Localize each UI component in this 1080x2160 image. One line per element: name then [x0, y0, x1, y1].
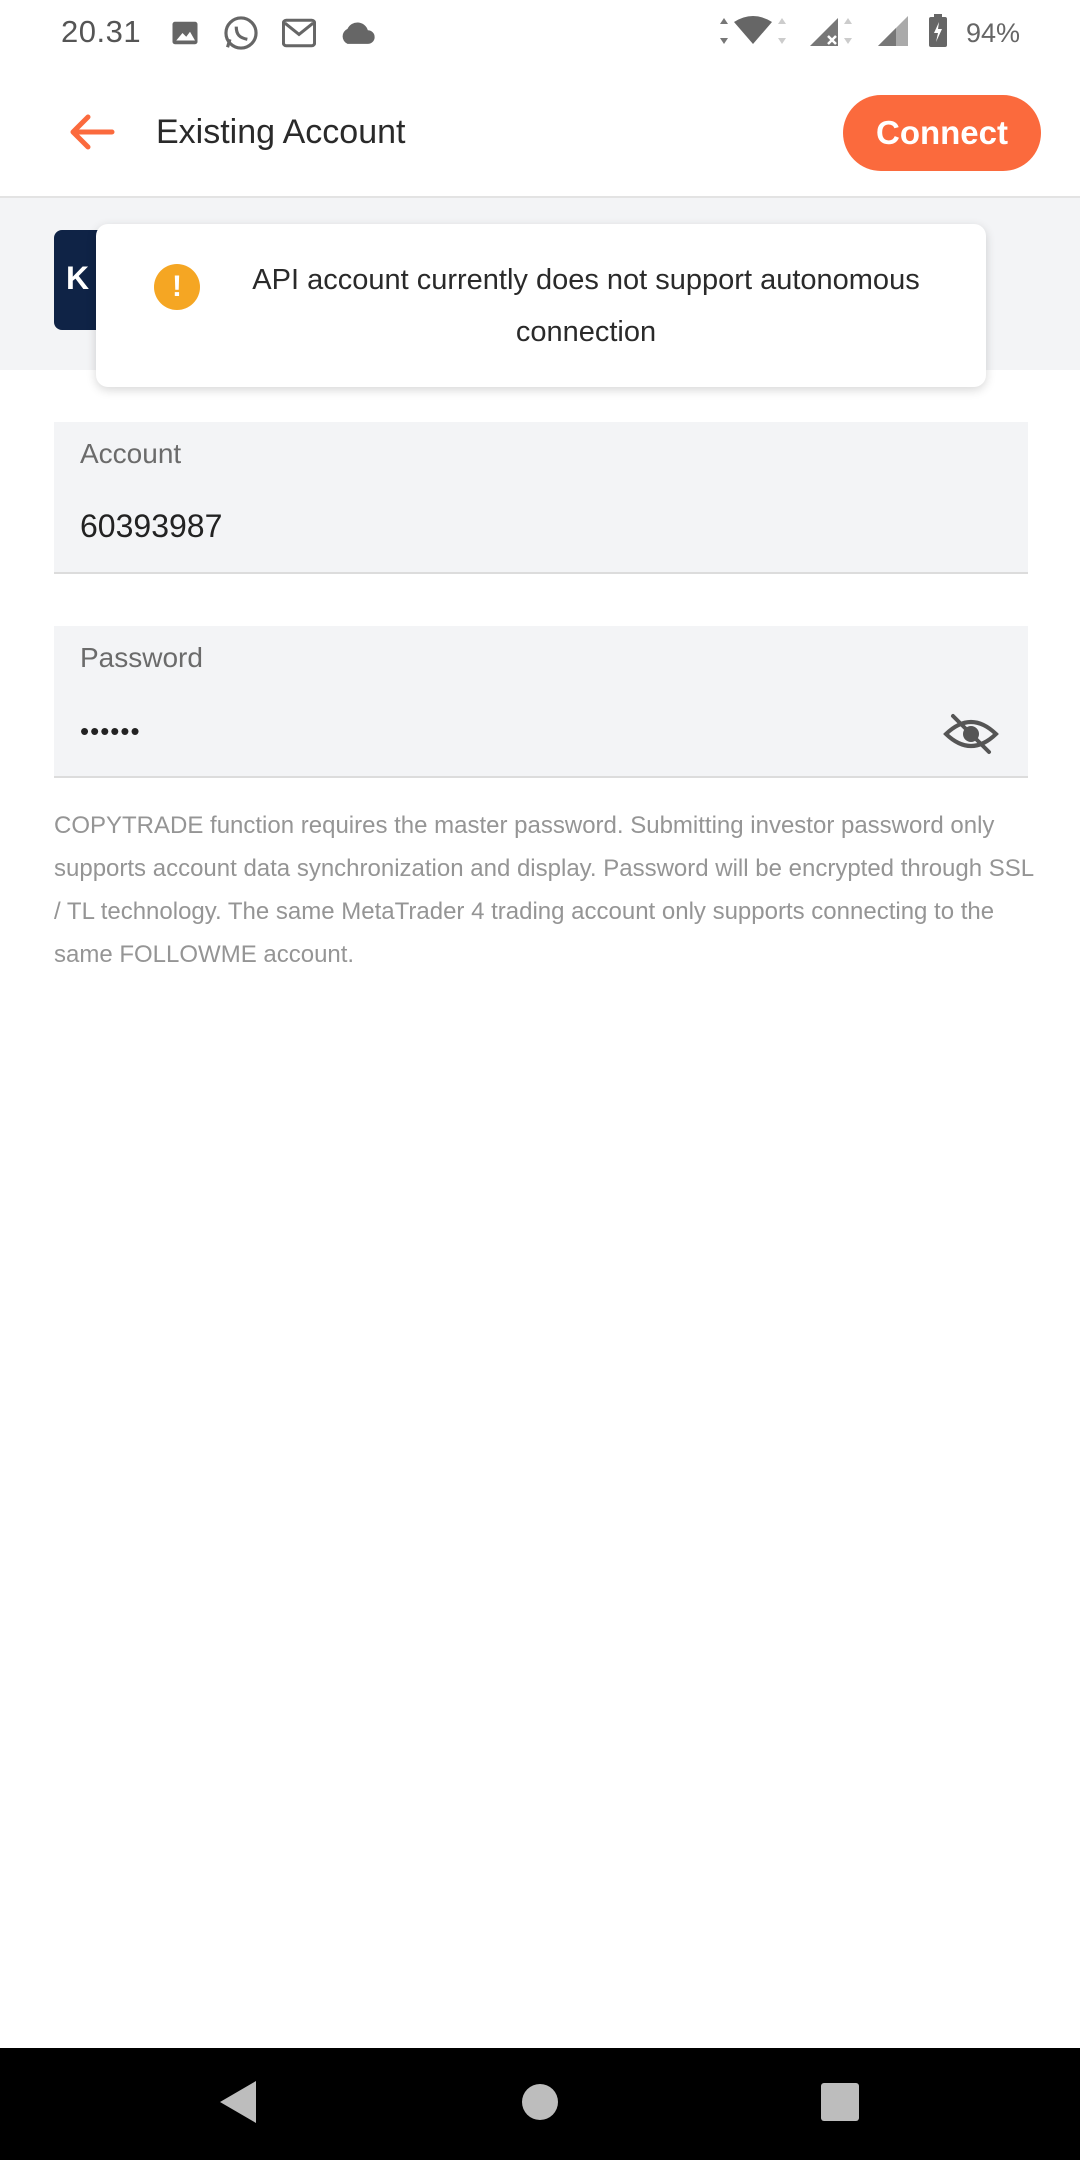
page-title: Existing Account: [156, 113, 406, 151]
cloud-icon: [338, 19, 376, 52]
nav-back-button[interactable]: [210, 2076, 266, 2132]
connect-button[interactable]: Connect: [843, 95, 1041, 171]
signal-no-sim-icon: [808, 14, 858, 53]
password-label: Password: [80, 642, 203, 673]
battery-percentage: 94%: [965, 18, 1020, 48]
circle-home-icon: [521, 2083, 559, 2126]
wifi-icon: [716, 14, 790, 53]
password-input[interactable]: ••••••: [80, 716, 141, 746]
signal-icon: [876, 14, 910, 53]
warning-icon: [154, 264, 200, 310]
nav-home-button[interactable]: [512, 2076, 568, 2132]
password-visibility-toggle[interactable]: [942, 714, 1000, 758]
whatsapp-icon: [222, 14, 260, 57]
account-label: Account: [80, 438, 182, 469]
toast-message: API account currently does not support autonomous connection: [252, 264, 920, 348]
image-icon: [170, 18, 200, 53]
status-bar: [0, 0, 1080, 68]
password-field[interactable]: [54, 626, 1028, 778]
navigation-bar: [0, 2048, 1080, 2160]
triangle-back-icon: [218, 2079, 258, 2130]
status-time: 20.31: [61, 14, 142, 49]
eye-off-icon: [943, 712, 999, 761]
account-field[interactable]: [54, 422, 1028, 574]
account-input[interactable]: 60393987: [80, 508, 223, 544]
gmail-icon: [282, 18, 316, 53]
system-icons: [716, 14, 1020, 53]
warning-glyph: !: [172, 270, 182, 303]
notification-icons: [170, 14, 376, 57]
nav-recents-button[interactable]: [812, 2076, 868, 2132]
back-button[interactable]: [62, 106, 122, 162]
broker-logo-text: K: [66, 260, 90, 296]
app-bar: [0, 68, 1080, 198]
battery-charging-icon: [928, 14, 948, 53]
warning-toast: [96, 224, 986, 387]
password-help-text: COPYTRADE function requires the master password. Submitting investor password only supports account data synchronization and display. Password will be encrypted through SSL / TL technology. The same MetaTrader 4 trading account only supports connecting to the same FOLLOWME account.: [54, 812, 1034, 968]
back-arrow-icon: [68, 112, 116, 157]
square-recents-icon: [820, 2082, 860, 2127]
